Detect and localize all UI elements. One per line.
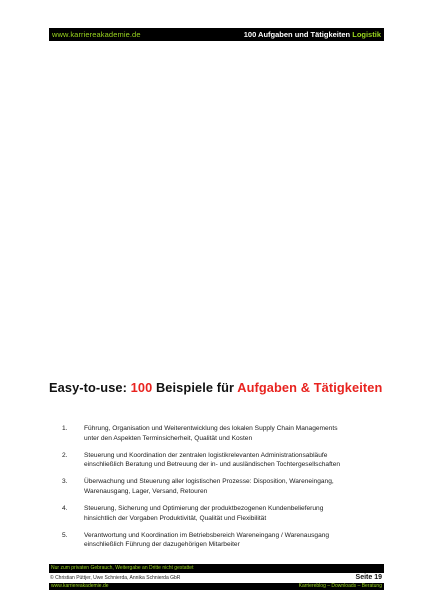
heading-part-number: 100 bbox=[130, 380, 153, 395]
header-bar bbox=[49, 28, 384, 41]
item-text-line: einschließlich Beratung und Betreuung der in- und ausländischen Tochtergesellschaften bbox=[84, 461, 341, 469]
item-text-line: Warenausgang, Lager, Versand, Retouren bbox=[84, 487, 208, 495]
item-text bbox=[84, 424, 389, 443]
item-number: 1. bbox=[62, 425, 68, 432]
item-text-line: Verantwortung und Koordination im Betriebsbereich Wareneingang / Warenausgang bbox=[84, 531, 330, 539]
item-number: 5. bbox=[62, 531, 68, 539]
item-text bbox=[84, 451, 389, 470]
item-text-line: unter den Aspekten Terminsicherheit, Qualität und Kosten bbox=[84, 434, 253, 442]
item-text-line: hinsichtlich der Vorgaben Produktivität, Qualität und Flexibilität bbox=[84, 514, 267, 522]
task-list bbox=[49, 424, 389, 557]
item-text-line: Überwachung und Steuerung aller logistischen Prozesse: Disposition, Wareneingang, bbox=[84, 478, 334, 486]
item-text-line: Steuerung und Koordination der zentralen logistikrelevanten Administrationsabläufe bbox=[84, 451, 328, 459]
item-text-line: einschließlich Führung der dazugehörigen Mitarbeiter bbox=[84, 541, 240, 549]
item-text bbox=[84, 531, 389, 550]
list-item bbox=[49, 424, 389, 443]
footer-copyright-row bbox=[49, 573, 384, 583]
footer-notice-bar bbox=[49, 564, 384, 573]
list-item bbox=[49, 504, 389, 523]
footer-notice: Nur zum privaten Gebrauch, Weitergabe an Dritte nicht gestattet bbox=[51, 565, 194, 571]
header-title-accent: Logistik bbox=[352, 30, 381, 39]
header-url-link[interactable]: www.karriereakademie.de bbox=[52, 30, 141, 39]
list-item bbox=[49, 451, 389, 470]
footer-copyright: © Christian Püttjer, Uwe Schnierda, Annika Schnierda GbR bbox=[50, 575, 181, 581]
item-text bbox=[84, 477, 389, 496]
footer-bottom-bar bbox=[49, 583, 384, 590]
item-text-line: Führung, Organisation und Weiterentwicklung des lokalen Supply Chain Managements bbox=[84, 425, 338, 432]
list-item bbox=[49, 531, 389, 550]
heading-part-easy: Easy-to-use: bbox=[49, 380, 127, 395]
footer-url-link[interactable]: www.karriereakademie.de bbox=[51, 583, 109, 589]
heading-part-topic: Aufgaben & Tätigkeiten bbox=[237, 380, 383, 395]
footer-breadcrumb[interactable]: Karriereblog – Downloads – Beratung bbox=[298, 583, 382, 589]
page-footer bbox=[49, 564, 384, 590]
list-item bbox=[49, 477, 389, 496]
heading-part-examples: Beispiele für bbox=[155, 380, 235, 395]
item-number: 4. bbox=[62, 505, 68, 513]
item-text-line: Steuerung, Sicherung und Optimierung der produktbezogenen Kundenbelieferung bbox=[84, 505, 324, 513]
item-number: 2. bbox=[62, 451, 68, 459]
page-heading bbox=[49, 380, 389, 395]
header-title-main: 100 Aufgaben und Tätigkeiten bbox=[243, 30, 351, 39]
item-number: 3. bbox=[62, 478, 68, 486]
header-title bbox=[244, 28, 381, 41]
item-text bbox=[84, 504, 389, 523]
page-number: Seite 19 bbox=[355, 574, 382, 581]
